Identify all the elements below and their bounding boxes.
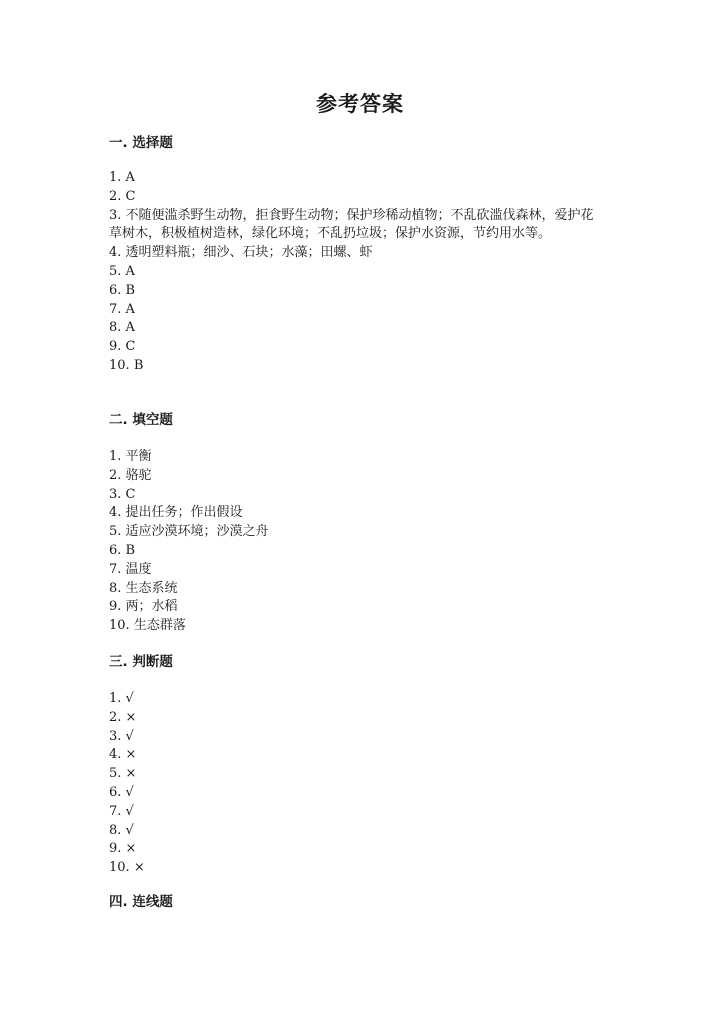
answer-item: 8. A — [109, 320, 135, 336]
answer-item: 3. √ — [109, 728, 134, 744]
answer-item: 2. C — [109, 188, 136, 204]
answer-item: 2. × — [109, 709, 137, 725]
answer-item: 10. B — [109, 357, 144, 373]
answer-item: 6. B — [109, 282, 136, 298]
section-heading: 一. 选择题 — [109, 135, 173, 151]
answer-item: 1. A — [109, 170, 135, 185]
answer-item: 10. × — [109, 860, 145, 876]
answer-list — [109, 448, 609, 636]
section-heading: 二. 填空题 — [109, 412, 173, 428]
answer-item: 1. 平衡 — [109, 449, 152, 464]
section-heading: 四. 连线题 — [109, 894, 173, 910]
answer-item: 2. 骆驼 — [109, 467, 152, 483]
answer-item: 3. C — [109, 486, 136, 502]
answer-item: 6. B — [109, 542, 136, 558]
answer-item: 5. × — [109, 766, 137, 782]
page-title: 参考答案 — [316, 92, 404, 116]
answer-item: 7. √ — [109, 803, 134, 819]
answer-item: 10. 生态群落 — [109, 618, 186, 634]
section-multiple-choice — [109, 133, 609, 376]
answer-item: 3. 不随便滥杀野生动物，拒食野生动物；保护珍稀动植物；不乱砍滥伐森林，爱护花草树木，积极植树造林，绿化环境；不乱扔垃圾；保护水资源，节约用水等。 — [109, 207, 594, 242]
section-matching — [109, 892, 609, 912]
answer-item: 4. 提出任务；作出假设 — [109, 505, 243, 521]
answer-list — [109, 169, 609, 376]
answer-item: 6. √ — [109, 784, 134, 800]
answer-item: 7. 温度 — [109, 561, 152, 577]
section-fill-in-blank — [109, 410, 609, 636]
answer-item: 4. × — [109, 747, 137, 763]
section-true-false — [109, 652, 609, 878]
answer-item: 5. 适应沙漠环境；沙漠之舟 — [109, 524, 269, 540]
answer-item: 8. √ — [109, 822, 134, 838]
answer-item: 5. A — [109, 263, 135, 279]
answer-item: 9. × — [109, 841, 137, 857]
answer-item: 8. 生态系统 — [109, 580, 178, 596]
answer-item: 7. A — [109, 301, 135, 317]
section-heading: 三. 判断题 — [109, 654, 173, 670]
answer-item: 9. 两；水稻 — [109, 599, 178, 615]
answer-item: 9. C — [109, 339, 136, 355]
answer-list — [109, 690, 609, 878]
answer-item: 1. √ — [109, 691, 134, 706]
answer-item: 4. 透明塑料瓶；细沙、石块；水藻；田螺、虾 — [109, 245, 373, 261]
